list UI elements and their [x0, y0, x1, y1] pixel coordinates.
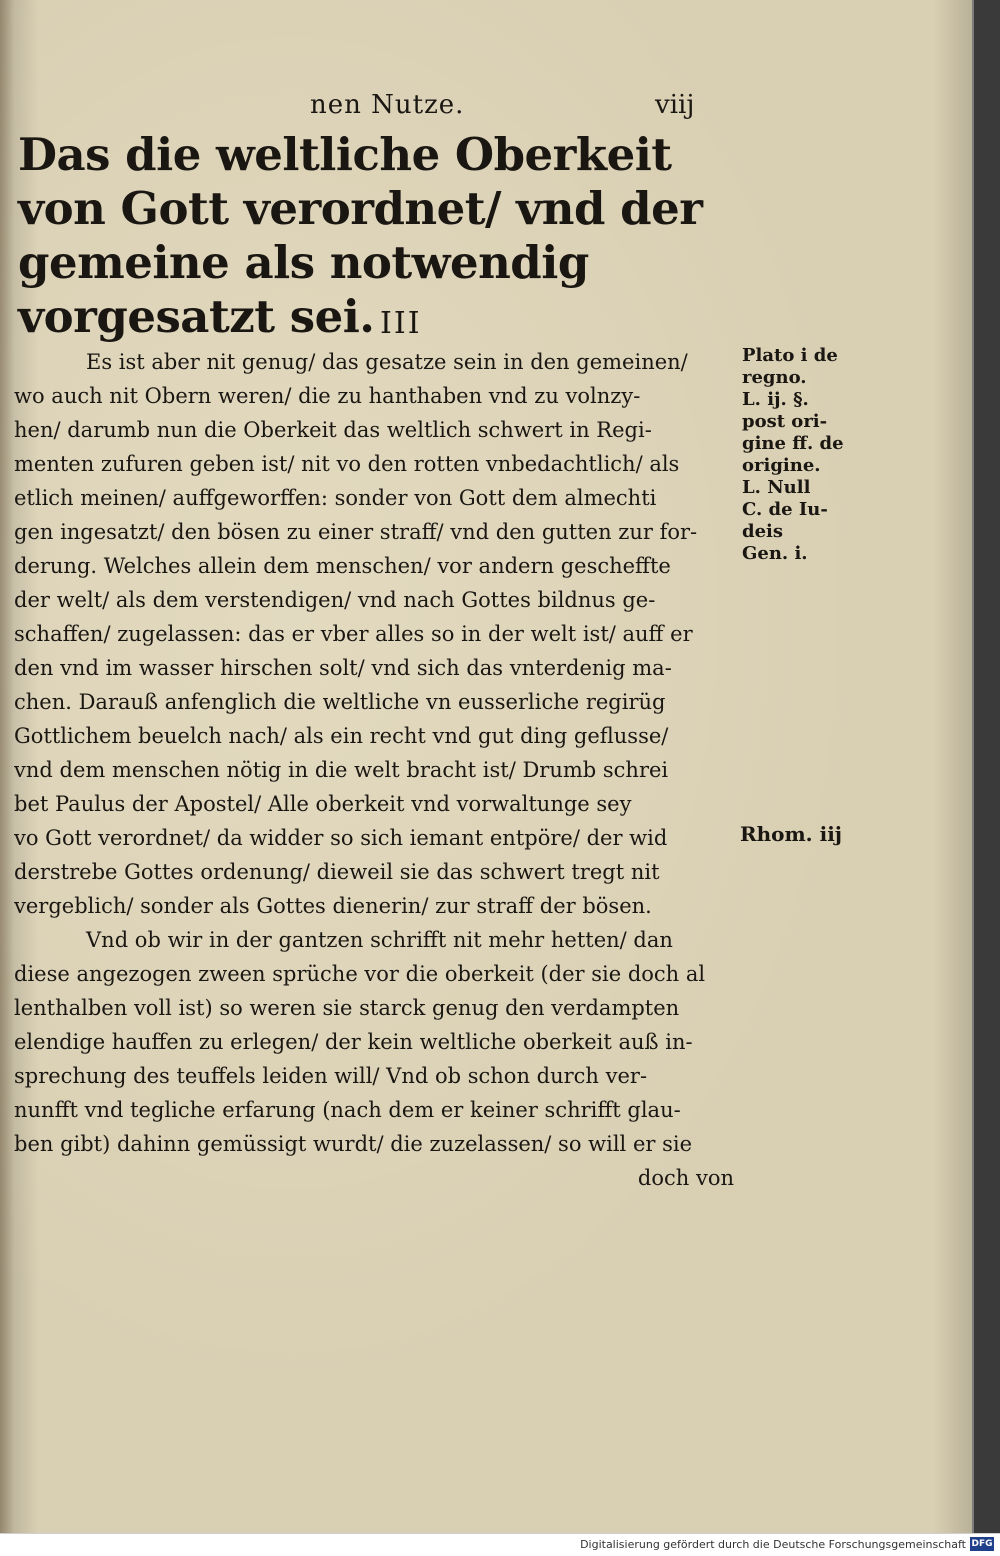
- margin-note: deis: [742, 521, 784, 542]
- page-gutter-shadow: [0, 0, 14, 1533]
- text-line: lenthalben voll ist) so weren sie starck genug den verdampten: [14, 996, 680, 1020]
- text-line: Vnd ob wir in der gantzen schrifft nit mehr hetten/ dan: [86, 928, 673, 952]
- text-line: derstrebe Gottes ordenung/ dieweil sie das schwert tregt nit: [14, 860, 660, 884]
- text-line: schaffen/ zugelassen: das er vber alles so in der welt ist/ auff er: [14, 622, 693, 646]
- text-line: wo auch nit Obern weren/ die zu hanthaben vnd zu volnzy-: [14, 384, 641, 408]
- margin-note: L. ij. §.: [742, 389, 809, 410]
- folio-number: viij: [655, 90, 695, 120]
- text-line: nunfft vnd tegliche erfarung (nach dem er keiner schrifft glau-: [14, 1098, 681, 1122]
- margin-note: origine.: [742, 455, 821, 476]
- text-line: bet Paulus der Apostel/ Alle oberkeit vnd vorwaltunge sey: [14, 792, 632, 816]
- margin-note: L. Null: [742, 477, 811, 498]
- margin-note: regno.: [742, 367, 807, 388]
- text-line: ben gibt) dahinn gemüssigt wurdt/ die zuzelassen/ so will er sie: [14, 1132, 693, 1156]
- margin-note: gine ff. de: [742, 433, 844, 454]
- text-line: derung. Welches allein dem menschen/ vor andern gescheffte: [14, 554, 671, 578]
- text-line: etlich meinen/ auffgeworffen: sonder von Gott dem almechti: [14, 486, 657, 510]
- margin-note: C. de Iu-: [742, 499, 828, 520]
- chapter-number: III: [380, 306, 422, 341]
- body-text: [14, 345, 734, 1195]
- margin-notes: [742, 345, 872, 565]
- text-line: hen/ darumb nun die Oberkeit das weltlich schwert in Regi-: [14, 418, 652, 442]
- text-line: vergeblich/ sonder als Gottes dienerin/ zur straff der bösen.: [14, 894, 652, 918]
- running-head: nen Nutze.: [310, 90, 465, 120]
- text-line: Gottlichem beuelch nach/ als ein recht vnd gut ding geflusse/: [14, 724, 669, 748]
- text-line: vnd dem menschen nötig in die welt bracht ist/ Drumb schrei: [14, 758, 669, 782]
- catchword: doch von: [637, 1166, 734, 1190]
- margin-note: post ori-: [742, 411, 828, 432]
- chapter-heading: Das die weltliche Oberkeit von Gott verordnet/ vnd der gemeine als notwendig vorgesatzt sei.: [18, 128, 703, 343]
- footer-bar: [0, 1533, 1000, 1556]
- footer-credit: Digitalisierung gefördert durch die Deutsche Forschungsgemeinschaft: [580, 1538, 966, 1551]
- margin-note: Gen. i.: [742, 543, 808, 564]
- text-line: der welt/ als dem verstendigen/ vnd nach Gottes bildnus ge-: [14, 588, 656, 612]
- text-line: diese angezogen zween sprüche vor die oberkeit (der sie doch al: [14, 962, 706, 986]
- margin-note-rhom: Rhom. iij: [740, 822, 843, 846]
- margin-note: Plato i de: [742, 345, 838, 366]
- text-line: Es ist aber nit genug/ das gesatze sein in den gemeinen/: [86, 350, 688, 374]
- text-line: elendige hauffen zu erlegen/ der kein weltliche oberkeit auß in-: [14, 1030, 693, 1054]
- text-line: menten zufuren geben ist/ nit vo den rotten vnbedachtlich/ als: [14, 452, 680, 476]
- text-line: chen. Darauß anfenglich die weltliche vn eusserliche regirüg: [14, 690, 666, 714]
- dfg-logo-icon: DFG: [971, 1539, 993, 1549]
- text-line: sprechung des teuffels leiden will/ Vnd ob schon durch ver-: [14, 1064, 648, 1088]
- scan-page-edge: [972, 0, 1000, 1533]
- text-line: vo Gott verordnet/ da widder so sich iemant entpöre/ der wid: [14, 826, 668, 850]
- text-line: den vnd im wasser hirschen solt/ vnd sich das vnterdenig ma-: [14, 656, 672, 680]
- text-line: gen ingesatzt/ den bösen zu einer straff/ vnd den gutten zur for-: [14, 520, 698, 544]
